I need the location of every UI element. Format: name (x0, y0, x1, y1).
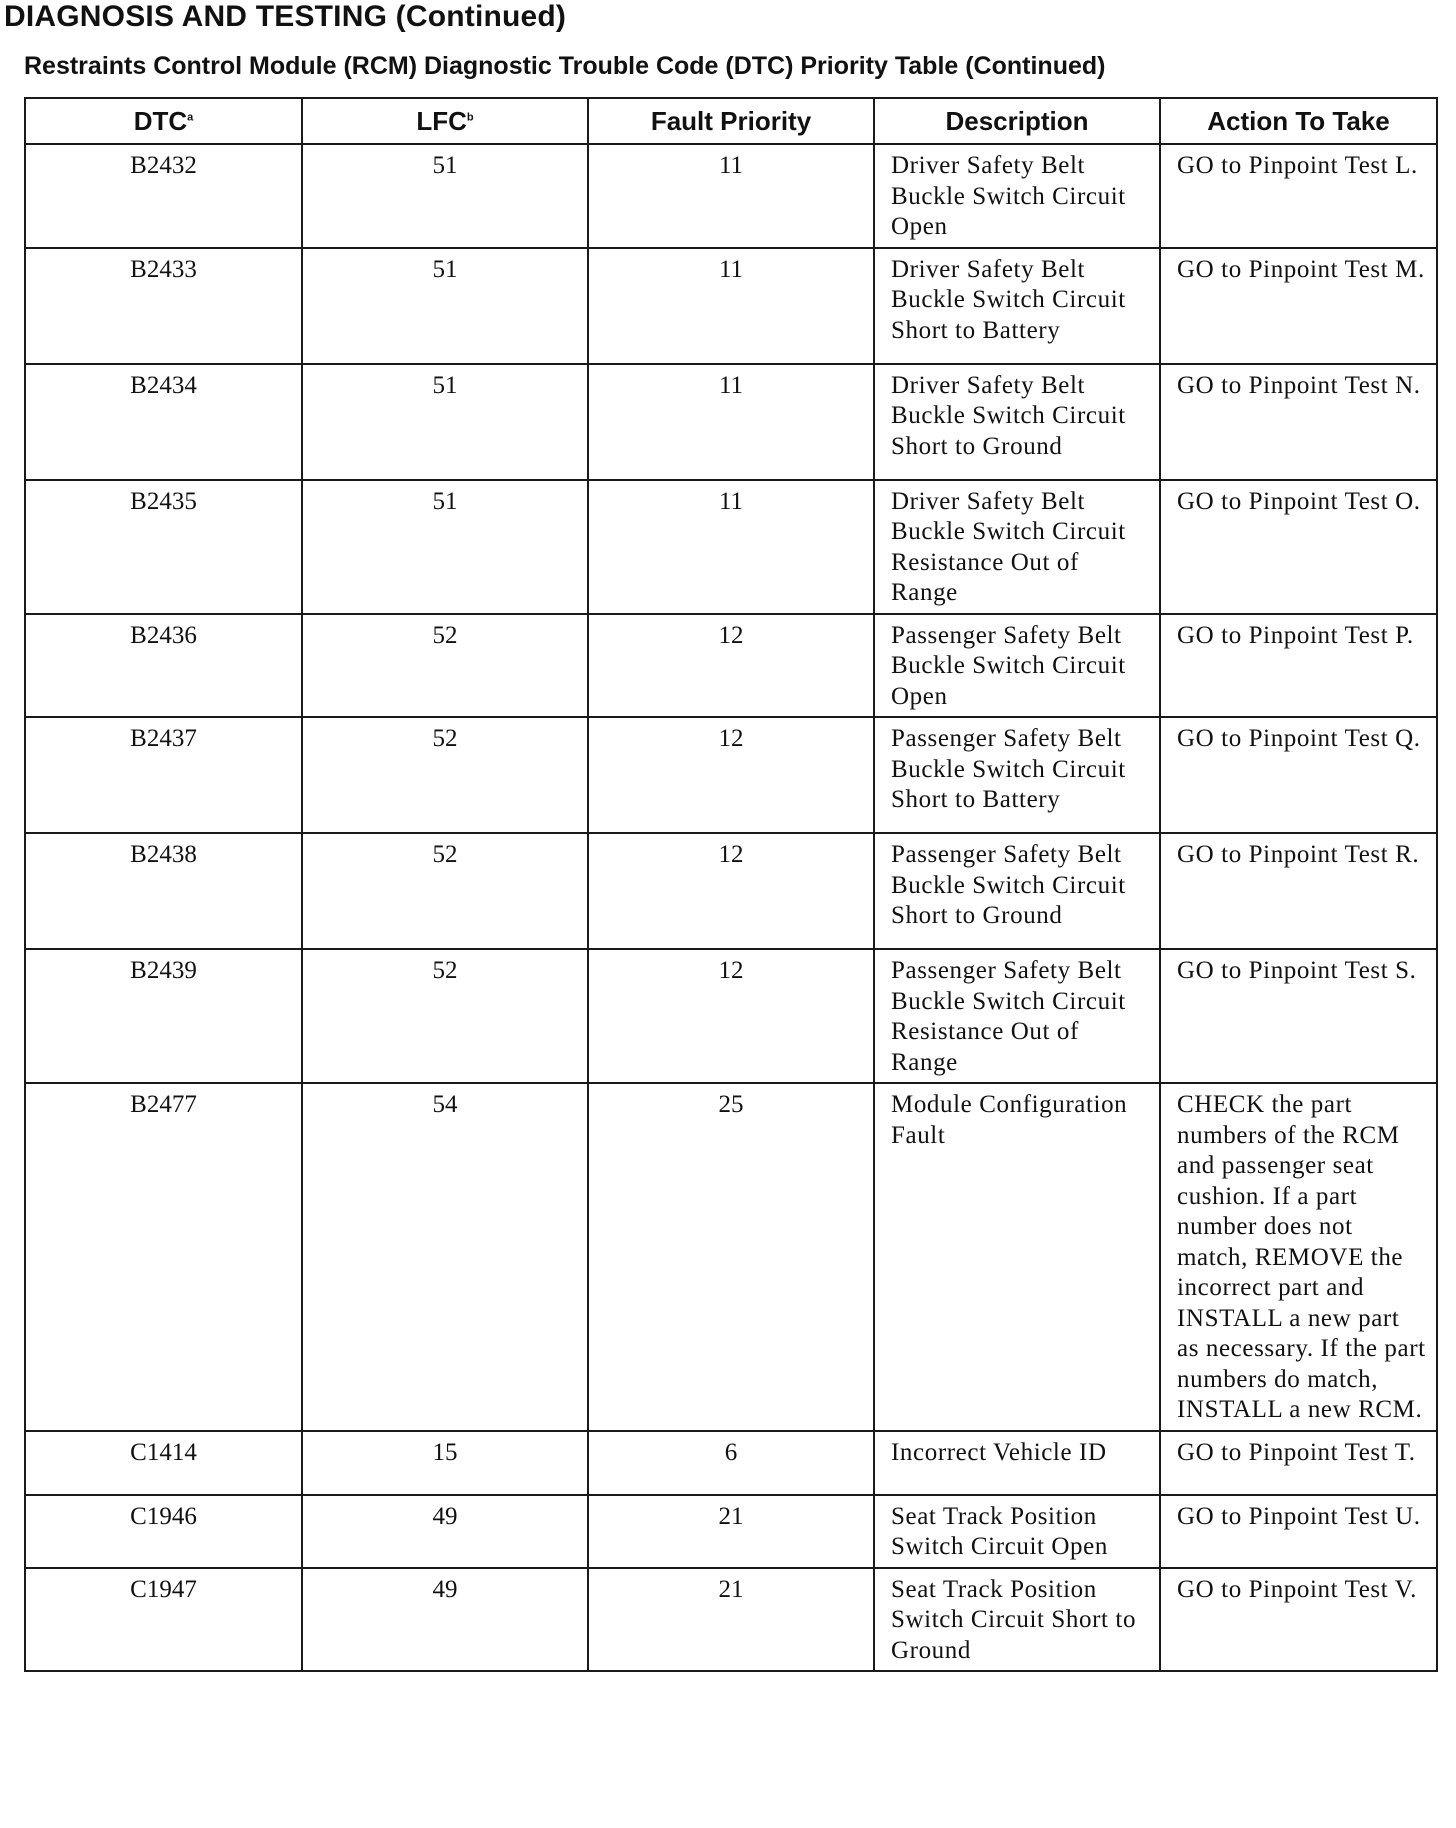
description-cell: Incorrect Vehicle ID (874, 1431, 1160, 1495)
action-cell: GO to Pinpoint Test T. (1160, 1431, 1437, 1495)
action-cell: GO to Pinpoint Test R. (1160, 833, 1437, 949)
dtc-cell: B2477 (25, 1083, 302, 1431)
fault-priority-cell: 21 (588, 1568, 874, 1672)
lfc-cell: 52 (302, 614, 588, 718)
description-cell: Seat Track Position Switch Circuit Short to Ground (874, 1568, 1160, 1672)
lfc-cell: 49 (302, 1495, 588, 1568)
section-title: DIAGNOSIS AND TESTING (Continued) (4, 0, 567, 33)
dtc-cell: C1946 (25, 1495, 302, 1568)
dtc-priority-table (24, 97, 1438, 1672)
column-header-fault-priority (588, 98, 874, 144)
lfc-cell: 52 (302, 833, 588, 949)
description-cell: Driver Safety Belt Buckle Switch Circuit Open (874, 144, 1160, 248)
column-header-label: DTC (133, 105, 188, 136)
table-row (25, 1083, 1437, 1431)
action-cell: GO to Pinpoint Test L. (1160, 144, 1437, 248)
lfc-cell: 52 (302, 949, 588, 1083)
fault-priority-cell: 21 (588, 1495, 874, 1568)
action-cell: GO to Pinpoint Test U. (1160, 1495, 1437, 1568)
description-cell: Passenger Safety Belt Buckle Switch Circuit Short to Ground (874, 833, 1160, 949)
footnote-marker: b (466, 110, 474, 123)
table-row (25, 949, 1437, 1083)
dtc-cell: B2435 (25, 480, 302, 614)
fault-priority-cell: 6 (588, 1431, 874, 1495)
table-row (25, 248, 1437, 364)
lfc-cell: 51 (302, 144, 588, 248)
table-row (25, 717, 1437, 833)
action-cell: GO to Pinpoint Test Q. (1160, 717, 1437, 833)
dtc-cell: B2436 (25, 614, 302, 718)
fault-priority-cell: 11 (588, 364, 874, 480)
action-cell: CHECK the part numbers of the RCM and passenger seat cushion. If a part number does not match, REMOVE the incorrect part and INSTALL a new part as necessary. If the part numbers do match, INSTALL a new RCM. (1160, 1083, 1437, 1431)
column-header-lfc (302, 98, 588, 144)
action-cell: GO to Pinpoint Test N. (1160, 364, 1437, 480)
fault-priority-cell: 12 (588, 717, 874, 833)
action-cell: GO to Pinpoint Test O. (1160, 480, 1437, 614)
fault-priority-cell: 12 (588, 614, 874, 718)
column-header-description (874, 98, 1160, 144)
action-cell: GO to Pinpoint Test P. (1160, 614, 1437, 718)
dtc-cell: B2437 (25, 717, 302, 833)
column-header-label: Action To Take (1207, 105, 1390, 136)
column-header-dtc (25, 98, 302, 144)
column-header-action (1160, 98, 1437, 144)
table-row (25, 1568, 1437, 1672)
fault-priority-cell: 25 (588, 1083, 874, 1431)
lfc-cell: 51 (302, 364, 588, 480)
lfc-cell: 51 (302, 248, 588, 364)
table-row (25, 1495, 1437, 1568)
fault-priority-cell: 12 (588, 833, 874, 949)
column-header-label: Description (945, 105, 1089, 136)
table-row (25, 364, 1437, 480)
lfc-cell: 49 (302, 1568, 588, 1672)
action-cell: GO to Pinpoint Test S. (1160, 949, 1437, 1083)
description-cell: Passenger Safety Belt Buckle Switch Circuit Resistance Out of Range (874, 949, 1160, 1083)
table-row (25, 1431, 1437, 1495)
fault-priority-cell: 11 (588, 144, 874, 248)
table-title: Restraints Control Module (RCM) Diagnostic Trouble Code (DTC) Priority Table (Continued) (24, 52, 1106, 80)
fault-priority-cell: 12 (588, 949, 874, 1083)
footnote-marker: a (187, 110, 194, 123)
description-cell: Seat Track Position Switch Circuit Open (874, 1495, 1160, 1568)
dtc-cell: B2439 (25, 949, 302, 1083)
table-row (25, 833, 1437, 949)
lfc-cell: 51 (302, 480, 588, 614)
action-cell: GO to Pinpoint Test V. (1160, 1568, 1437, 1672)
dtc-cell: B2434 (25, 364, 302, 480)
description-cell: Module Configuration Fault (874, 1083, 1160, 1431)
action-cell: GO to Pinpoint Test M. (1160, 248, 1437, 364)
table-body (25, 144, 1437, 1671)
column-header-label: Fault Priority (650, 105, 812, 136)
dtc-cell: C1414 (25, 1431, 302, 1495)
description-cell: Driver Safety Belt Buckle Switch Circuit Resistance Out of Range (874, 480, 1160, 614)
dtc-cell: B2438 (25, 833, 302, 949)
column-header-label: LFC (416, 105, 467, 136)
fault-priority-cell: 11 (588, 480, 874, 614)
dtc-cell: C1947 (25, 1568, 302, 1672)
table-row (25, 144, 1437, 248)
table-header-row (25, 98, 1437, 144)
description-cell: Driver Safety Belt Buckle Switch Circuit Short to Ground (874, 364, 1160, 480)
dtc-cell: B2432 (25, 144, 302, 248)
fault-priority-cell: 11 (588, 248, 874, 364)
dtc-cell: B2433 (25, 248, 302, 364)
description-cell: Passenger Safety Belt Buckle Switch Circuit Open (874, 614, 1160, 718)
table-row (25, 614, 1437, 718)
lfc-cell: 54 (302, 1083, 588, 1431)
table-row (25, 480, 1437, 614)
lfc-cell: 52 (302, 717, 588, 833)
lfc-cell: 15 (302, 1431, 588, 1495)
description-cell: Driver Safety Belt Buckle Switch Circuit Short to Battery (874, 248, 1160, 364)
description-cell: Passenger Safety Belt Buckle Switch Circuit Short to Battery (874, 717, 1160, 833)
